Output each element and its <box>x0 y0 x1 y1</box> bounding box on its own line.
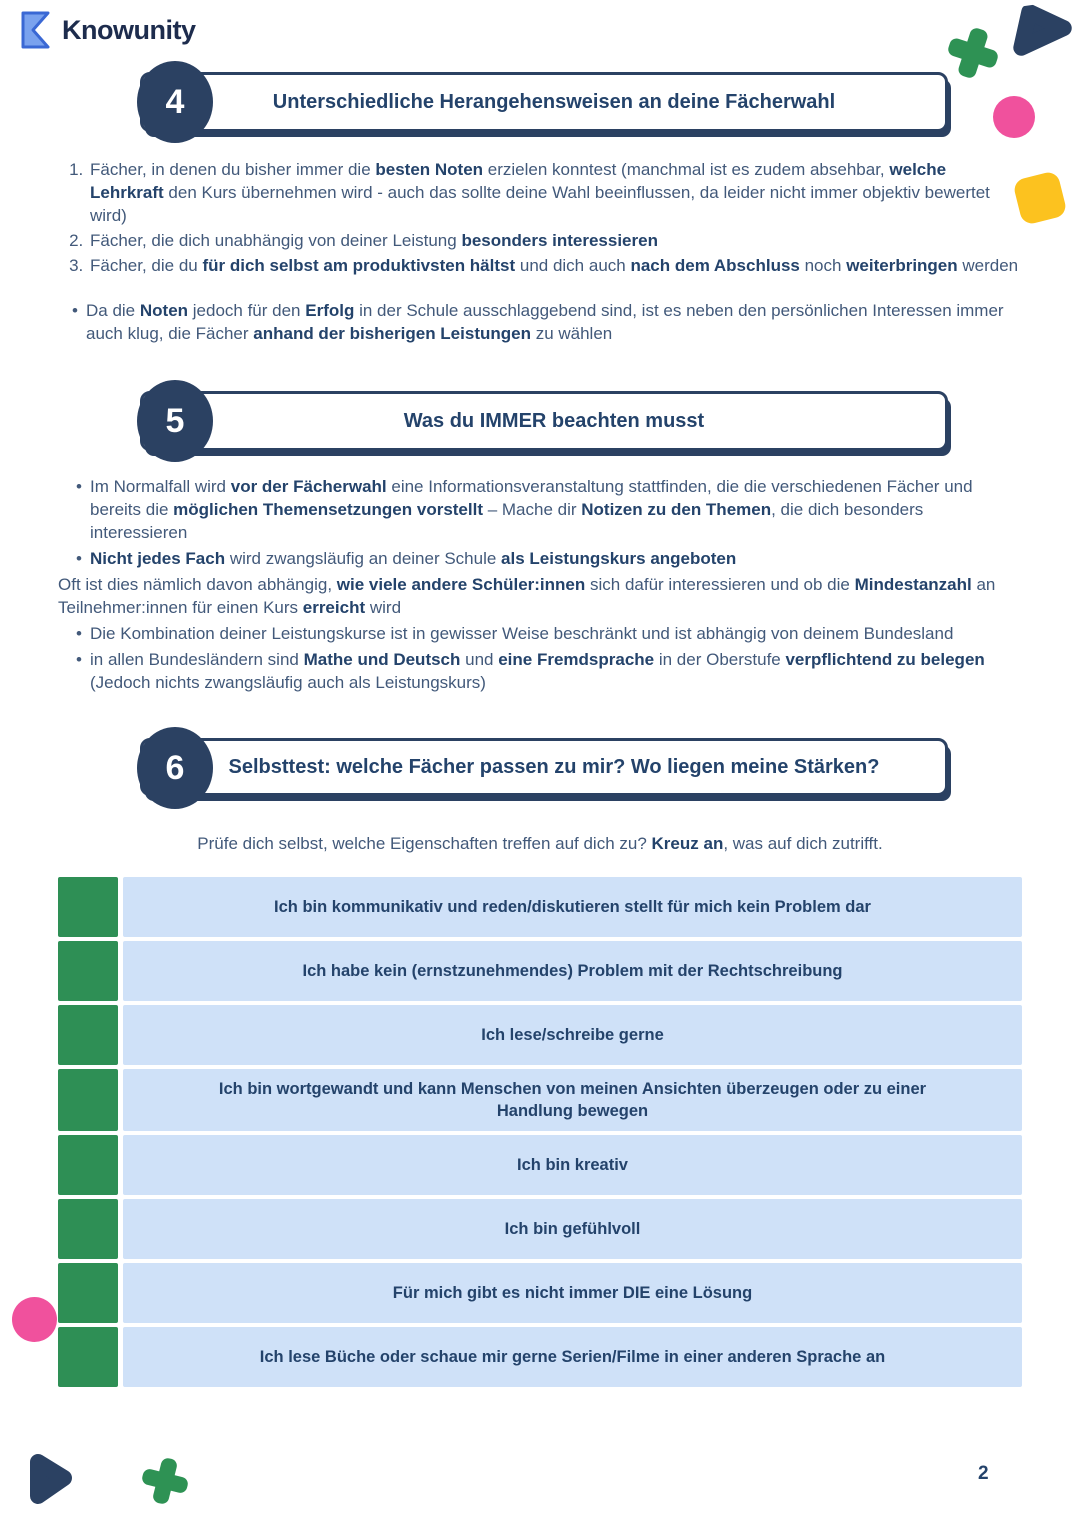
checklist-text: Ich habe kein (ernstzunehmendes) Problem mit der Rechtschreibung <box>123 941 1022 1001</box>
bullet-dot: • <box>76 549 82 568</box>
brand-header <box>0 0 1080 50</box>
checklist-row <box>58 877 1022 937</box>
section-title-box <box>140 738 948 796</box>
always-consider-list <box>58 475 1022 694</box>
section-title-box <box>140 391 948 451</box>
bullet-text: in allen Bundesländern sind Mathe und Deutsch und eine Fremdsprache in der Oberstufe verpflichtend zu belegen (Jedoch nichts zwangsläufig auch als Leistungskurs) <box>90 650 985 692</box>
knowunity-logo-icon <box>20 10 54 50</box>
bullet-dot: • <box>72 301 78 320</box>
checklist-text: Für mich gibt es nicht immer DIE eine Lösung <box>123 1263 1022 1323</box>
bullet-text: Im Normalfall wird vor der Fächerwahl eine Informationsveranstaltung stattfinden, die die verschiedenen Fächer und bereits die möglichen Themensetzungen vorstellt – Mache dir Notizen zu den Themen, die dich besonders interessieren <box>90 477 973 542</box>
bullet-text: Die Kombination deiner Leistungskurse ist in gewisser Weise beschränkt und ist abhängig von deinem Bundesland <box>90 624 954 643</box>
notes-bullet <box>58 299 1022 345</box>
checklist-row <box>58 1069 1022 1131</box>
checkbox-cell <box>58 941 118 1001</box>
bullet-text: Oft ist dies nämlich davon abhängig, wie viele andere Schüler:innen sich dafür interessieren und ob die Mindestanzahl an Teilnehmer:innen für einen Kurs erreicht wird <box>58 575 996 617</box>
checklist-row <box>58 1005 1022 1065</box>
numbered-list-item: 1. Fächer, in denen du bisher immer die besten Noten erzielen konntest (manchmal ist es zudem absehbar, welche Lehrkraft den Kurs übernehmen wird - auch das sollte deine Wahl beeinflussen, da leider nicht immer objektiv bewertet wird) <box>88 158 1022 227</box>
plus-icon <box>137 1453 193 1509</box>
section-header-6 <box>140 738 948 796</box>
bullet-dot: • <box>76 650 82 669</box>
checklist-text: Ich lese/schreibe gerne <box>123 1005 1022 1065</box>
triangle-shape <box>20 1448 80 1510</box>
checklist-row <box>58 941 1022 1001</box>
section-number-badge: 5 <box>137 380 213 462</box>
paragraph-line <box>58 573 1022 619</box>
checkbox-cell <box>58 1135 118 1195</box>
checklist-text: Ich lese Büche oder schaue mir gerne Serien/Filme in einer anderen Sprache an <box>123 1327 1022 1387</box>
numbered-list-item: 3. Fächer, die du für dich selbst am produktivsten hältst und dich auch nach dem Abschluss noch weiterbringen werden <box>88 254 1022 277</box>
checklist-row <box>58 1263 1022 1323</box>
checkbox-cell <box>58 1199 118 1259</box>
page-number: 2 <box>978 1463 989 1484</box>
checklist-text: Ich bin wortgewandt und kann Menschen von meinen Ansichten überzeugen oder zu einer Handlung bewegen <box>123 1069 1022 1131</box>
bullet-text: Da die Noten jedoch für den Erfolg in der Schule ausschlaggebend sind, ist es neben den persönlichen Interessen immer auch klug, die Fächer anhand der bisherigen Leistungen zu wählen <box>86 301 1004 343</box>
section-title: Selbsttest: welche Fächer passen zu mir? Wo liegen meine Stärken? <box>228 755 880 778</box>
checklist-row <box>58 1135 1022 1195</box>
bullet-text: Nicht jedes Fach wird zwangsläufig an deiner Schule als Leistungskurs angeboten <box>90 549 737 568</box>
selftest-intro: Prüfe dich selbst, welche Eigenschaften treffen auf dich zu? Kreuz an, was auf dich zutrifft. <box>197 834 883 853</box>
checkbox-cell <box>58 1069 118 1131</box>
section-header-4 <box>140 72 948 132</box>
brand-name: Knowunity <box>62 14 196 45</box>
bullet-list-item <box>58 648 1022 694</box>
bullet-list-item <box>58 622 1022 645</box>
selftest-checklist <box>58 877 1022 1387</box>
bullet-list-item <box>58 547 1022 570</box>
checklist-text: Ich bin gefühlvoll <box>123 1199 1022 1259</box>
bullet-dot: • <box>76 477 82 496</box>
section-title: Unterschiedliche Herangehensweisen an deine Fächerwahl <box>272 90 836 113</box>
checkbox-cell <box>58 1263 118 1323</box>
checklist-row <box>58 1199 1022 1259</box>
approaches-numbered-list <box>58 158 1022 277</box>
section-title: Was du IMMER beachten musst <box>403 409 705 432</box>
bullet-list-item <box>58 475 1022 544</box>
section-header-5 <box>140 391 948 451</box>
checklist-text: Ich bin kreativ <box>123 1135 1022 1195</box>
checkbox-cell <box>58 877 118 937</box>
bullet-dot: • <box>76 624 82 643</box>
checkbox-cell <box>58 1327 118 1387</box>
section-title-box <box>140 72 948 132</box>
section-number-badge: 6 <box>137 727 213 809</box>
checklist-text: Ich bin kommunikativ und reden/diskutieren stellt für mich kein Problem dar <box>123 877 1022 937</box>
checklist-row <box>58 1327 1022 1387</box>
section-number-badge: 4 <box>137 61 213 143</box>
numbered-list-item: 2. Fächer, die dich unabhängig von deiner Leistung besonders interessieren <box>88 229 1022 252</box>
checkbox-cell <box>58 1005 118 1065</box>
